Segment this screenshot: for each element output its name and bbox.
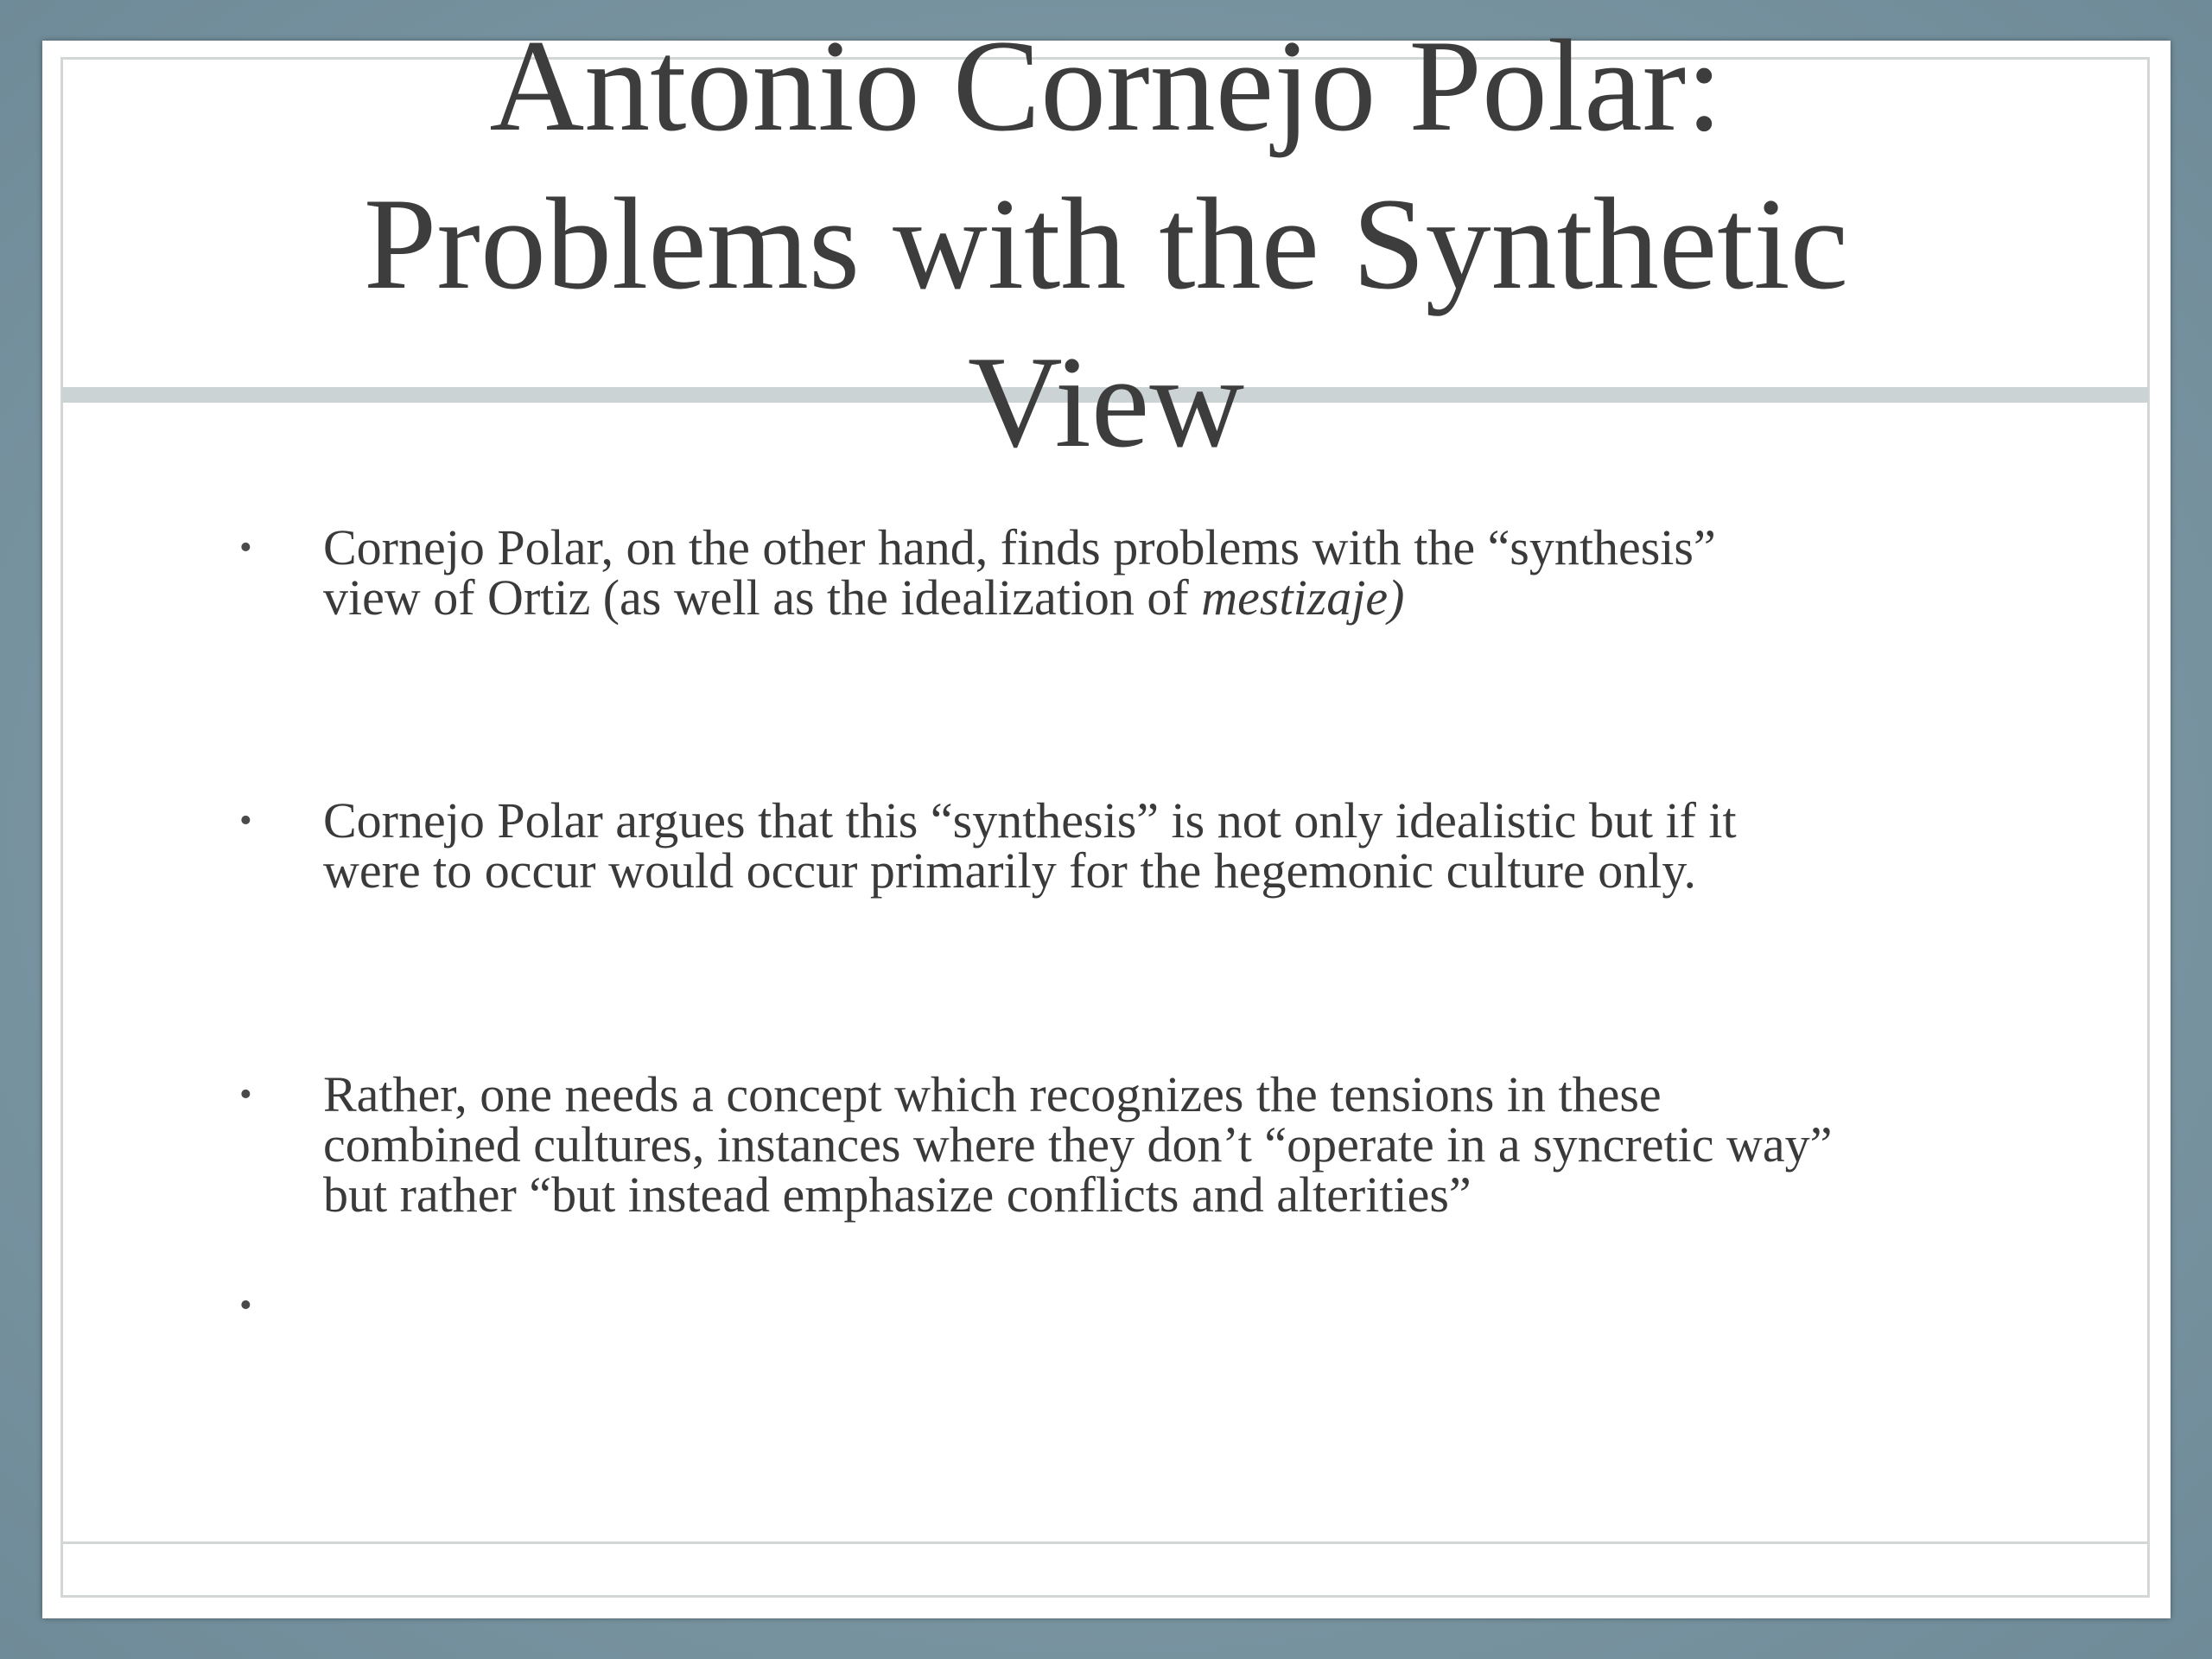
- bullet-dot: •: [239, 1075, 252, 1115]
- bullet-item: [239, 1066, 1991, 1223]
- bullet-text-line: Cornejo Polar, on the other hand, finds problems with the “synthesis”: [323, 519, 1716, 575]
- title-line-3: View: [967, 329, 1245, 474]
- bullet-text-plain: view of Ortiz (as well as the idealization of: [323, 569, 1202, 626]
- bullet-dot: •: [239, 528, 252, 568]
- bullet-dot: •: [239, 1286, 252, 1325]
- bullet-dot: •: [239, 801, 252, 841]
- bullet-text-line: were to occur would occur primarily for the hegemonic culture only.: [323, 842, 1697, 899]
- bullet-text-line: Cornejo Polar argues that this “synthesis” is not only idealistic but if it: [323, 792, 1737, 849]
- bullet-text-line: combined cultures, instances where they don’t “operate in a syncretic way”: [323, 1116, 1833, 1173]
- title-line-2: Problems with the Synthetic: [363, 171, 1849, 316]
- bullet-text-line: [323, 569, 1991, 626]
- bullet-item: [239, 519, 1991, 626]
- title-line-1: Antonio Cornejo Polar:: [489, 13, 1723, 158]
- bullet-text-italic: mestizaje): [1201, 569, 1405, 626]
- bullet-item: [239, 792, 1991, 899]
- bullet-text-line: Rather, one needs a concept which recognizes the tensions in these: [323, 1066, 1662, 1122]
- bullet-text-line: but rather “but instead emphasize conflicts and alterities”: [323, 1166, 1471, 1223]
